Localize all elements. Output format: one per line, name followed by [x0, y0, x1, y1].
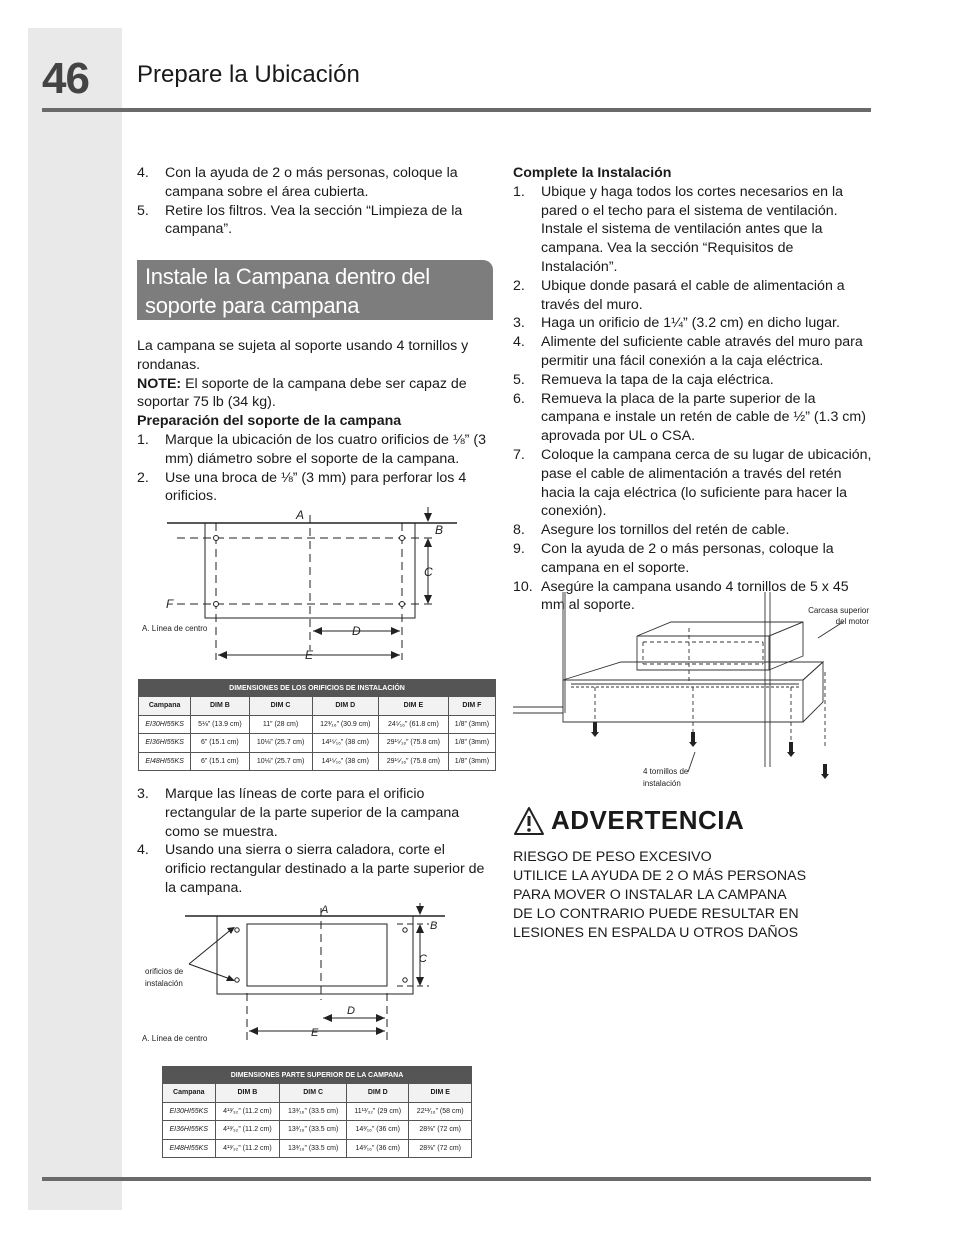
- label-c: C: [424, 565, 433, 579]
- warning-line: RIESGO DE PESO EXCESIVO: [513, 849, 712, 865]
- screws-caption: instalación: [643, 779, 681, 788]
- label-a: A: [321, 904, 329, 916]
- label-c: C: [419, 953, 427, 965]
- top-cut-table: [162, 1066, 472, 1158]
- table-header: DIM C: [280, 1084, 347, 1103]
- list-item: 2. Ubique donde pasará el cable de alimentación a través del muro.: [513, 277, 845, 313]
- screws-caption: 4 tornillos de: [643, 767, 689, 776]
- body-paragraph: La campana se sujeta al soporte usando 4 tornillos y rondanas.: [137, 338, 469, 373]
- section-banner: Instale la Campana dentro del soporte para campana: [137, 260, 493, 320]
- table-row: EI48HI55KS 4¹³⁄₃₂” (11.2 cm) 13³⁄₁₆” (33.5 cm) 14³⁄₁₆” (36 cm) 28⅜” (72 cm): [163, 1139, 472, 1158]
- table-title: DIMENSIONES DE LOS ORIFICIOS DE INSTALACIÓN: [139, 680, 496, 697]
- table-row: EI48HI55KS 6” (15.1 cm) 10⅛” (25.7 cm) 14¹⁵⁄₁₆” (38 cm) 29¹⁵⁄₁₆” (75.8 cm) 1/8” (3mm): [139, 752, 496, 771]
- list-item: 10. Asegúre la campana usando 4 tornillos de 5 x 45 mm al soporte.: [513, 578, 849, 614]
- page-title: Prepare la Ubicación: [137, 61, 360, 88]
- header-rule: [42, 108, 871, 112]
- warning-triangle-icon: [513, 806, 545, 836]
- right-column: [513, 164, 873, 615]
- table-row: EI36HI55KS 4¹³⁄₃₂” (11.2 cm) 13³⁄₁₆” (33.5 cm) 14³⁄₁₆” (36 cm) 28⅜” (72 cm): [163, 1121, 472, 1140]
- motor-caption: del motor: [835, 617, 869, 626]
- label-e: E: [311, 1027, 319, 1039]
- page-number: 46: [42, 54, 89, 103]
- holes-caption: instalación: [145, 979, 183, 988]
- list-item: 7. Coloque la campana cerca de su lugar de ubicación, pase el cable de alimentación a través del retén hacia la caja eléctrica (lo suficiente para hacer la conexión).: [513, 446, 872, 520]
- table-header: DIM C: [249, 697, 312, 716]
- cut-steps-block: [137, 785, 487, 898]
- list-item: 4. Usando una sierra o sierra caladora, corte el orificio rectangular destinado a la parte superior de la campana.: [137, 842, 485, 896]
- table-header: DIM E: [409, 1084, 472, 1103]
- holes-table: [138, 679, 496, 771]
- note-paragraph: NOTE: El soporte de la campana debe ser capaz de soportar 75 lb (34 kg).: [137, 375, 467, 411]
- table-row: EI36HI55KS 6” (15.1 cm) 10⅛” (25.7 cm) 14¹⁵⁄₁₆” (38 cm) 29¹⁵⁄₁₆” (75.8 cm) 1/8” (3mm): [139, 734, 496, 753]
- table-header: DIM B: [191, 697, 249, 716]
- prep-heading: Preparación del soporte de la campana: [137, 413, 402, 430]
- cutout-diagram: [137, 898, 457, 1048]
- warning-line: UTILICE LA AYUDA DE 2 O MÁS PERSONAS: [513, 868, 807, 884]
- list-item: 5. Remueva la tapa de la caja eléctrica.: [513, 371, 774, 388]
- left-body: [137, 337, 487, 506]
- intro-steps: [137, 164, 487, 239]
- table-title: DIMENSIONES PARTE SUPERIOR DE LA CAMPANA: [163, 1067, 472, 1084]
- centerline-caption: A. Línea de centro: [142, 624, 208, 633]
- list-item: 6. Remueva la placa de la parte superior de la campana e instale un retén de cable de ½” (1.3 cm) aprovada por UL o CSA.: [513, 390, 866, 445]
- complete-steps: [513, 183, 873, 615]
- list-item: 4. Alimente del suficiente cable através del muro para permitir una fácil conexión a la caja eléctrica.: [513, 334, 863, 369]
- label-e: E: [305, 648, 314, 662]
- label-d: D: [352, 624, 361, 638]
- complete-heading: Complete la Instalación: [513, 165, 672, 181]
- table-header: DIM D: [347, 1084, 409, 1103]
- list-item: 5. Retire los filtros. Vea la sección “Limpieza de la campana”.: [137, 202, 463, 238]
- table-row: EI30HI55KS 4¹³⁄₃₂” (11.2 cm) 13³⁄₁₆” (33.5 cm) 11¹³⁄₃₂” (29 cm) 22¹³⁄₁₆” (58 cm): [163, 1102, 472, 1121]
- warning-line: PARA MOVER O INSTALAR LA CAMPANA: [513, 887, 787, 903]
- hood-mount-diagram: [513, 592, 873, 797]
- page-sidebar: [28, 28, 122, 1210]
- warning-line: LESIONES EN ESPALDA U OTROS DAÑOS: [513, 925, 799, 941]
- table-header: DIM B: [215, 1084, 280, 1103]
- warning-box: [513, 805, 873, 943]
- list-item: 4. Con la ayuda de 2 o más personas, coloque la campana sobre el área cubierta.: [137, 165, 458, 200]
- holes-caption: orificios de: [145, 967, 184, 976]
- prep-steps: [137, 431, 487, 506]
- label-b: B: [435, 523, 444, 537]
- label-b: B: [430, 920, 438, 932]
- label-a: A: [296, 508, 305, 522]
- table-header: DIM F: [448, 697, 495, 716]
- motor-caption: Carcasa superior: [808, 606, 869, 615]
- warning-header: [513, 805, 873, 836]
- label-f: F: [166, 597, 174, 611]
- footer-rule: [42, 1177, 871, 1181]
- table-header: DIM E: [378, 697, 448, 716]
- warning-title: ADVERTENCIA: [551, 805, 745, 835]
- left-intro: [137, 164, 487, 239]
- list-item: 3. Haga un orificio de 1¼” (3.2 cm) en dicho lugar.: [513, 315, 840, 332]
- table-header: Campana: [139, 697, 191, 716]
- holes-diagram: [137, 500, 493, 670]
- centerline-caption: A. Línea de centro: [142, 1034, 208, 1043]
- table-header: DIM D: [312, 697, 378, 716]
- list-item: 1. Marque la ubicación de los cuatro orificios de ⅛” (3 mm) diámetro sobre el soporte de la campana.: [137, 431, 486, 467]
- warning-text: [513, 848, 873, 943]
- list-item: 8. Asegure los tornillos del retén de cable.: [513, 522, 790, 539]
- list-item: 1. Ubique y haga todos los cortes necesarios en la pared o el techo para el sistema de ventilación. Instale el sistema de ventilación antes que la campana. Vea la sección “Requisitos de Instalación”.: [513, 183, 844, 275]
- label-d: D: [347, 1005, 355, 1017]
- warning-line: DE LO CONTRARIO PUEDE RESULTAR EN: [513, 906, 799, 922]
- cut-steps: [137, 785, 487, 898]
- list-item: 2. Use una broca de ⅛” (3 mm) para perforar los 4 orificios.: [137, 469, 467, 505]
- table-header: Campana: [163, 1084, 216, 1103]
- list-item: 9. Con la ayuda de 2 o más personas, coloque la campana en el soporte.: [513, 540, 834, 576]
- list-item: 3. Marque las líneas de corte para el orificio rectangular de la parte superior de la campana como se muestra.: [137, 786, 460, 840]
- table-row: EI30HI55KS 5⅛” (13.9 cm) 11” (28 cm) 12³⁄₁₆” (30.9 cm) 24⁵⁄₁₆” (61.8 cm) 1/8” (3mm): [139, 715, 496, 734]
